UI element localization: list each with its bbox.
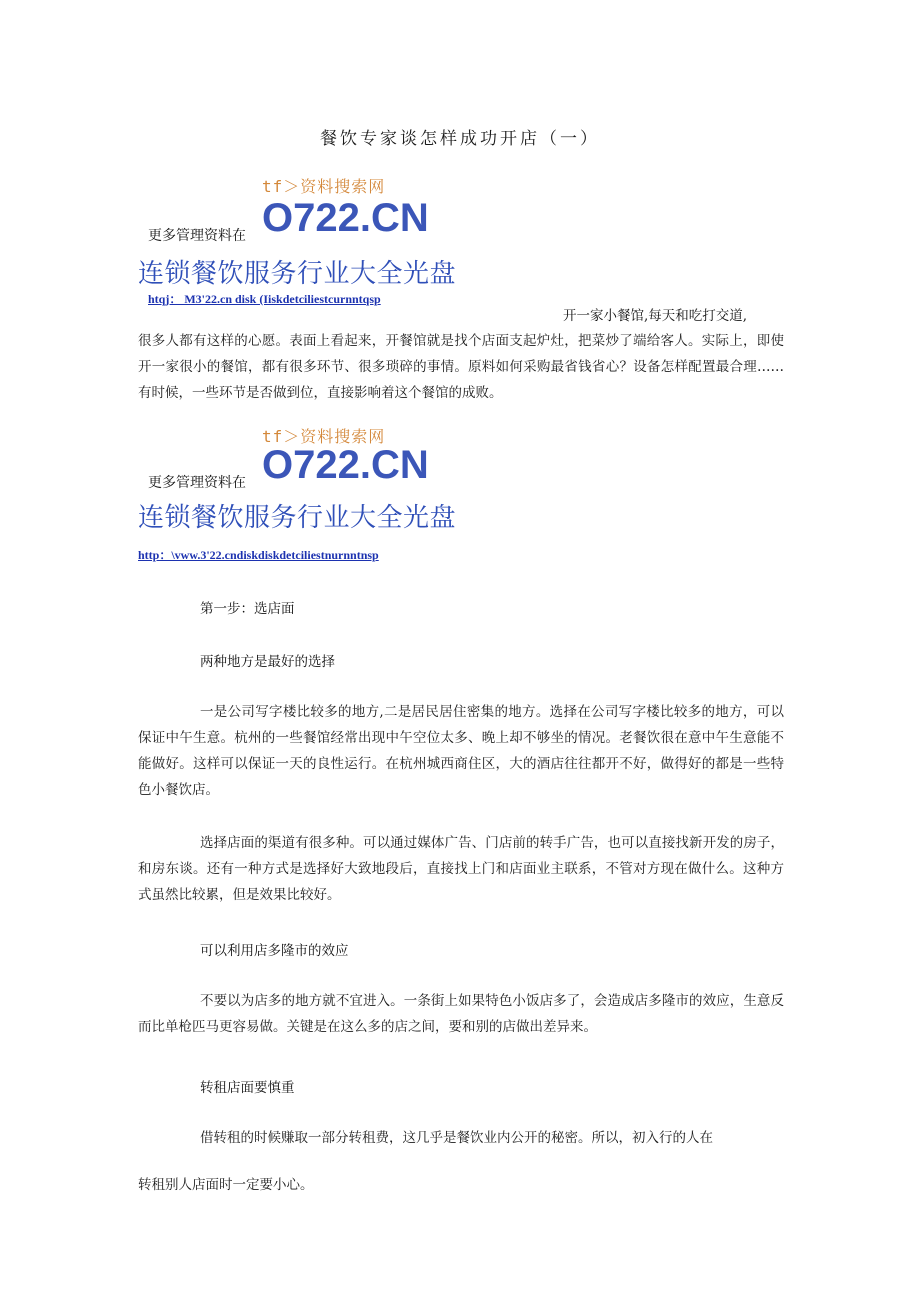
section-heading-3: 转租店面要慎重	[200, 1080, 295, 1096]
ad-logo-1: O722.CN	[262, 196, 429, 240]
ad-link-2[interactable]: http：\vww.3'22.cndiskdiskdetciliestnurnntnsp	[138, 548, 379, 562]
section-heading-1: 两种地方是最好的选择	[200, 654, 335, 670]
intro-lead: 开一家小餐馆,每天和吃打交道,	[563, 308, 748, 324]
ad-prefix-2: 更多管理资料在	[148, 475, 246, 491]
intro-paragraph: 很多人都有这样的心愿。表面上看起来，开餐馆就是找个店面支起炉灶，把菜炒了端给客人。实际上，即使开一家很小的餐馆，都有很多环节、很多琐碎的事情。原料如何采购最省钱省心？设备怎样配置最合理……有时候，一些环节是否做到位，直接影响着这个餐馆的成败。	[138, 333, 784, 401]
paragraph-1: 一是公司写字楼比较多的地方,二是居民居住密集的地方。选择在公司写字楼比较多的地方，可以保证中午生意。杭州的一些餐馆经常出现中午空位太多、晚上却不够坐的情况。老餐饮很在意中午生意能不能做好。这样可以保证一天的良性运行。在杭州城西商住区，大的酒店往往都开不好，做得好的都是一些特色小餐饮店。	[138, 704, 784, 798]
ad-prefix-1: 更多管理资料在	[148, 228, 246, 244]
ad-slogan-2: 连锁餐饮服务行业大全光盘	[138, 503, 457, 533]
paragraph-2: 选择店面的渠道有很多种。可以通过媒体广告、门店前的转手广告，也可以直接找新开发的房子，和房东谈。还有一种方式是选择好大致地段后，直接找上门和店面业主联系，不管对方现在做什么。这种方式虽然比较累，但是效果比较好。	[138, 835, 784, 903]
ad-logo-2: O722.CN	[262, 443, 429, 487]
ad-tag-2: tf＞资料搜索网	[262, 427, 386, 446]
section-heading-2: 可以利用店多隆市的效应	[200, 943, 349, 959]
ad-slogan-1: 连锁餐饮服务行业大全光盘	[138, 259, 457, 289]
ad-tag-1: tf＞资料搜索网	[262, 177, 386, 196]
ad-link-1[interactable]: htqj： M3'22.cn disk (Iiskdetciliestcurnntqsp	[148, 292, 381, 306]
paragraph-4b: 转租别人店面时一定要小心。	[138, 1177, 314, 1193]
paragraph-3: 不要以为店多的地方就不宜进入。一条街上如果特色小饭店多了，会造成店多隆市的效应，生意反而比单枪匹马更容易做。关键是在这么多的店之间，要和别的店做出差异来。	[138, 993, 784, 1035]
document-title: 餐饮专家谈怎样成功开店（一）	[320, 129, 600, 149]
paragraph-4a: 借转租的时候赚取一部分转租费，这几乎是餐饮业内公开的秘密。所以，初入行的人在	[200, 1130, 713, 1146]
step-heading: 第一步：选店面	[200, 601, 295, 617]
